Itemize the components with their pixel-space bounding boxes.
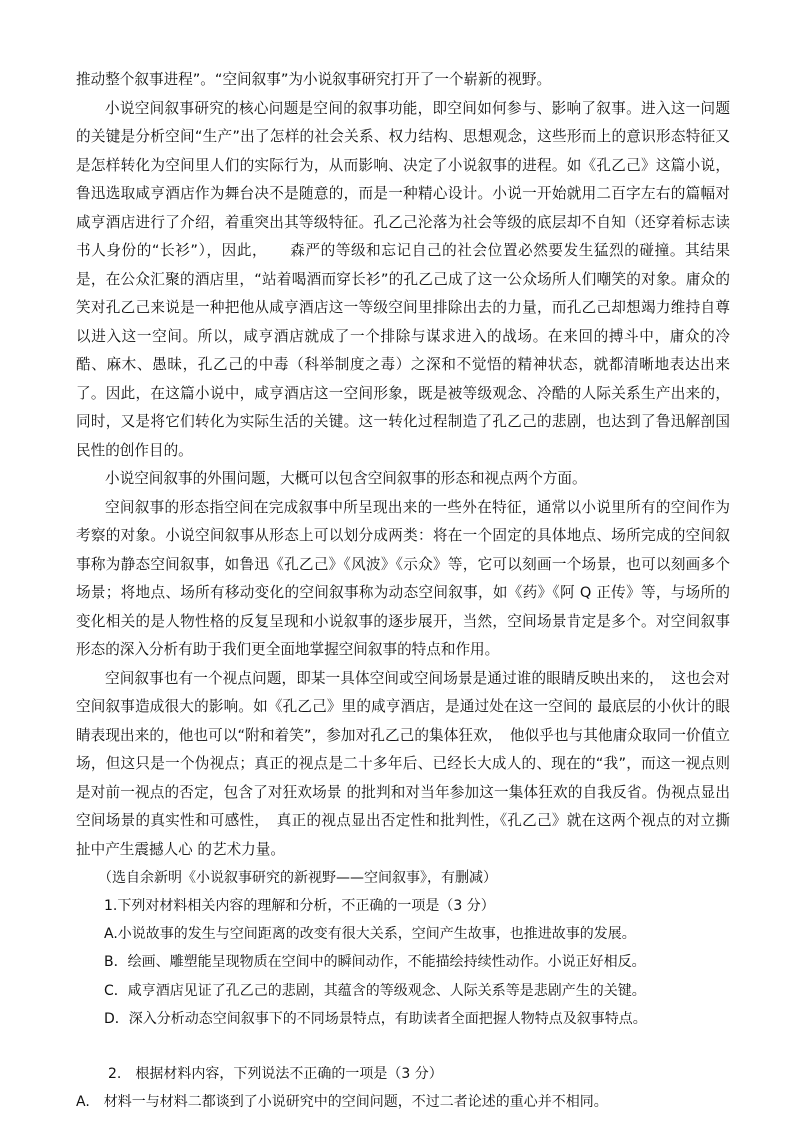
source-citation: （选自余新明《小说叙事研究的新视野——空间叙事》，有删减） — [98, 870, 497, 886]
question-2-option-a: A. 材料一与材料二都谈到了小说研究中的空间问题，不过二者论述的重心并不相同。 — [76, 1094, 608, 1111]
passage-paragraph-viewpoint: 空间叙事也有一个视点问题，即某一具体空间或空间场景是通过谁的眼睛反映出来的， 这也会对空间叙事造成很大的影响。如《孔乙己》里的咸亨酒店，是通过处在这一空间的 最底层的小伙计的眼睛表现出来的，他也可以“附和着笑”，参加对孔乙己的集体狂欢， 他似乎也与其他庸众取同一价值立场，但这只是一个伪视点；真正的视点是二十多年后、已经长大成人的、现在的“我”，而这一视点则是对前一视点的否定，包含了对狂欢场景 的批判和对当年参加这一集体狂欢的自我反省。伪视点显出空间场景的真实性和可感性， 真正的视点显出否定性和批判性，《孔乙己》就在这两个视点的对立撕扯中产生震撼人心 的艺术力量。 — [76, 669, 730, 858]
passage-paragraph-peripheral-issue: 小说空间叙事的外围问题，大概可以包含空间叙事的形态和视点两个方面。 — [105, 470, 587, 487]
question-1-option-b: B．绘画、雕塑能呈现物质在空间中的瞬间动作，不能描绘持续性动作。小说正好相反。 — [104, 954, 646, 971]
passage-paragraph-core-issue: 小说空间叙事研究的核心问题是空间的叙事功能，即空间如何参与、影响了叙事。进入这一问题的关键是分析空间“生产”出了怎样的社会关系、权力结构、思想观念，这些形而上的意识形态特征又是怎样转化为空间里人们的实际行为，从而影响、决定了小说叙事的进程。如《孔乙己》这篇小说，鲁迅选取咸亨酒店作为舞台决不是随意的，而是一种精心设计。小说一开始就用二百字左右的篇幅对咸亨酒店进行了介绍，着重突出其等级特征。孔乙己沦落为社会等级的底层却不自知（还穿着标志读书人身份的“长衫”），因此， 森严的等级和忘记自己的社会位置必然要发生猛烈的碰撞。其结果是，在公众汇聚的酒店里，“站着喝酒而穿长衫”的孔乙己成了这一公众场所人们嘲笑的对象。庸众的笑对孔乙己来说是一种把他从咸亨酒店这一等级空间里排除出去的力量，而孔乙己却想竭力维持自尊以进入这一空间。所以，咸亨酒店就成了一个排除与谋求进入的战场。在来回的搏斗中，庸众的冷酷、麻木、愚昧，孔乙己的中毒（科举制度之毒）之深和不觉悟的精神状态，就都清晰地表达出来了。因此，在这篇小说中，咸亨酒店这一空间形象，既是被等级观念、冷酷的人际关系生产出来的，同时，又是将它们转化为实际生活的关键。这一转化过程制造了孔乙己的悲剧，也达到了鲁迅解剖国民性的创作目的。 — [76, 99, 730, 459]
question-1-stem: 1.下列对材料相关内容的理解和分析，不正确的一项是（3 分） — [104, 898, 495, 914]
question-1-option-c: C．咸亨酒店见证了孔乙己的悲剧，其蕴含的等级观念、人际关系等是悲剧产生的关键。 — [104, 982, 646, 999]
question-1-option-a: A.小说故事的发生与空间距离的改变有很大关系，空间产生故事，也推进故事的发展。 — [104, 926, 636, 943]
question-1-option-d: D．深入分析动态空间叙事下的不同场景特点，有助读者全面把握人物特点及叙事特点。 — [104, 1010, 647, 1027]
exam-page — [76, 66, 730, 1116]
passage-paragraph-form: 空间叙事的形态指空间在完成叙事中所呈现出来的一些外在特征，通常以小说里所有的空间作为考察的对象。小说空间叙事从形态上可以划分成两类：将在一个固定的具体地点、场所完成的空间叙事称为静态空间叙事，如鲁迅《孔乙己》《风波》《示众》等，它可以刻画一个场景，也可以刻画多个场景；将地点、场所有移动变化的空间叙事称为动态空间叙事，如《药》《阿 Q 正传》等，与场所的变化相关的是人物性格的反复呈现和小说叙事的逐步展开，当然，空间场景肯定是多个。对空间叙事形态的深入分析有助于我们更全面地掌握空间叙事的特点和作用。 — [76, 498, 730, 658]
section-gap — [76, 1033, 730, 1060]
passage-paragraph-continuation: 推动整个叙事进程”。“空间叙事”为小说叙事研究打开了一个崭新的视野。 — [76, 71, 552, 88]
question-2-stem: 2. 根据材料内容，下列说法不正确的一项是（3 分） — [108, 1066, 443, 1083]
